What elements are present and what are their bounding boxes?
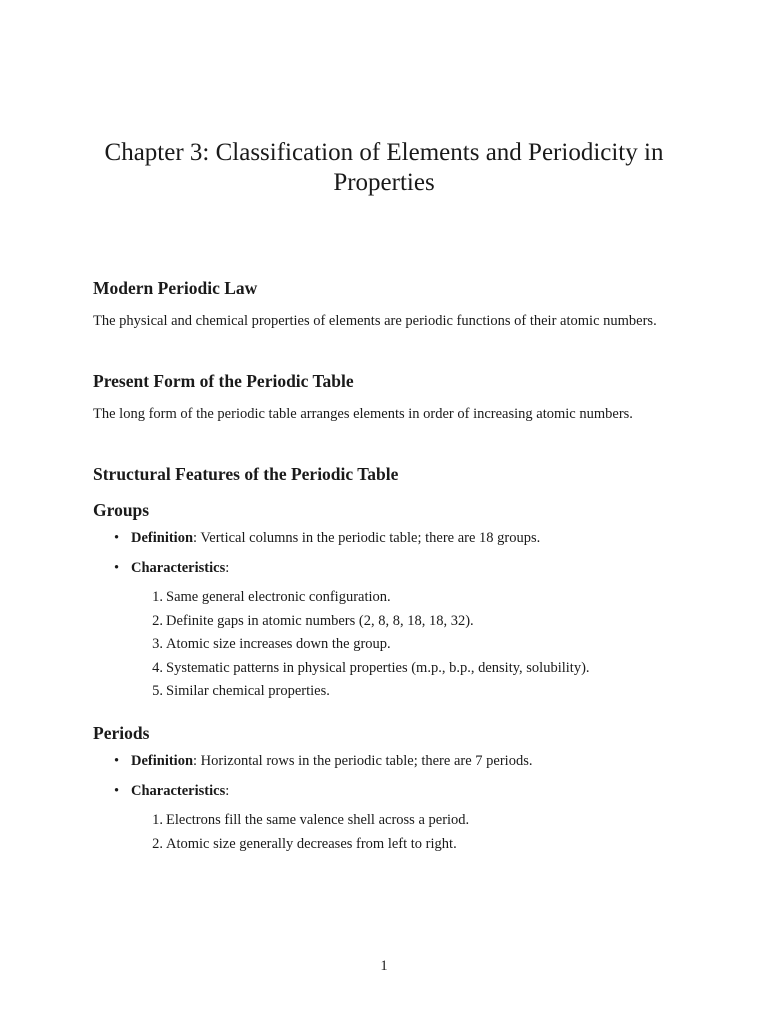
list-item (138, 610, 678, 634)
periods-definition-text: : Horizontal rows in the periodic table; there are 7 periods. (193, 753, 533, 769)
groups-characteristics-list (138, 586, 678, 704)
groups-characteristics-label: Characteristics (131, 560, 226, 576)
chapter-title: Chapter 3: Classification of Elements and Periodicity in Properties (104, 139, 664, 196)
periods-characteristics-suffix: : (225, 783, 230, 799)
bullet-marker: • (114, 560, 120, 576)
groups-characteristics-item (114, 559, 674, 577)
list-item-text: Atomic size increases down the group. (166, 636, 391, 652)
list-item-text: Same general electronic configuration. (166, 589, 391, 605)
list-item (138, 809, 678, 833)
list-item-text: Electrons fill the same valence shell across a period. (166, 812, 470, 828)
periods-characteristics-list (138, 809, 678, 856)
list-number: 2. (152, 835, 163, 852)
list-item (138, 833, 678, 857)
groups-definition-label: Definition (131, 530, 194, 546)
heading-periods: Periods (93, 723, 150, 743)
list-number: 1. (152, 812, 163, 828)
heading-groups: Groups (93, 500, 150, 520)
page-number: 1 (380, 958, 388, 974)
periods-characteristics-item (114, 782, 674, 800)
list-item (138, 657, 678, 681)
groups-definition-text: : Vertical columns in the periodic table; there are 18 groups. (193, 530, 541, 546)
bullet-marker: • (114, 753, 120, 769)
groups-definition-item (114, 529, 674, 547)
list-item-text: Similar chemical properties. (166, 683, 330, 699)
list-number: 3. (152, 636, 163, 652)
groups-characteristics-suffix: : (225, 560, 230, 576)
paragraph-modern-periodic-law: The physical and chemical properties of elements are periodic functions of their atomic numbers. (93, 313, 657, 329)
list-item-text: Atomic size generally decreases from left to right. (166, 835, 457, 852)
list-item (138, 680, 678, 704)
list-number: 5. (152, 683, 163, 699)
heading-modern-periodic-law: Modern Periodic Law (93, 278, 258, 298)
heading-present-form: Present Form of the Periodic Table (93, 371, 354, 391)
list-number: 2. (152, 612, 163, 629)
list-number: 1. (152, 589, 163, 605)
list-item (138, 586, 678, 610)
list-item-text: Definite gaps in atomic numbers (2, 8, 8, 18, 18, 32). (166, 612, 474, 629)
bullet-marker: • (114, 530, 120, 546)
list-item (138, 633, 678, 657)
list-item-text: Systematic patterns in physical properties (m.p., b.p., density, solubility). (166, 659, 590, 676)
periods-characteristics-label: Characteristics (131, 783, 226, 799)
bullet-marker: • (114, 783, 120, 799)
periods-definition-item (114, 752, 674, 770)
list-number: 4. (152, 659, 163, 676)
periods-definition-label: Definition (131, 753, 194, 769)
heading-structural-features: Structural Features of the Periodic Table (93, 464, 399, 484)
paragraph-present-form: The long form of the periodic table arranges elements in order of increasing atomic numbers. (93, 406, 633, 422)
